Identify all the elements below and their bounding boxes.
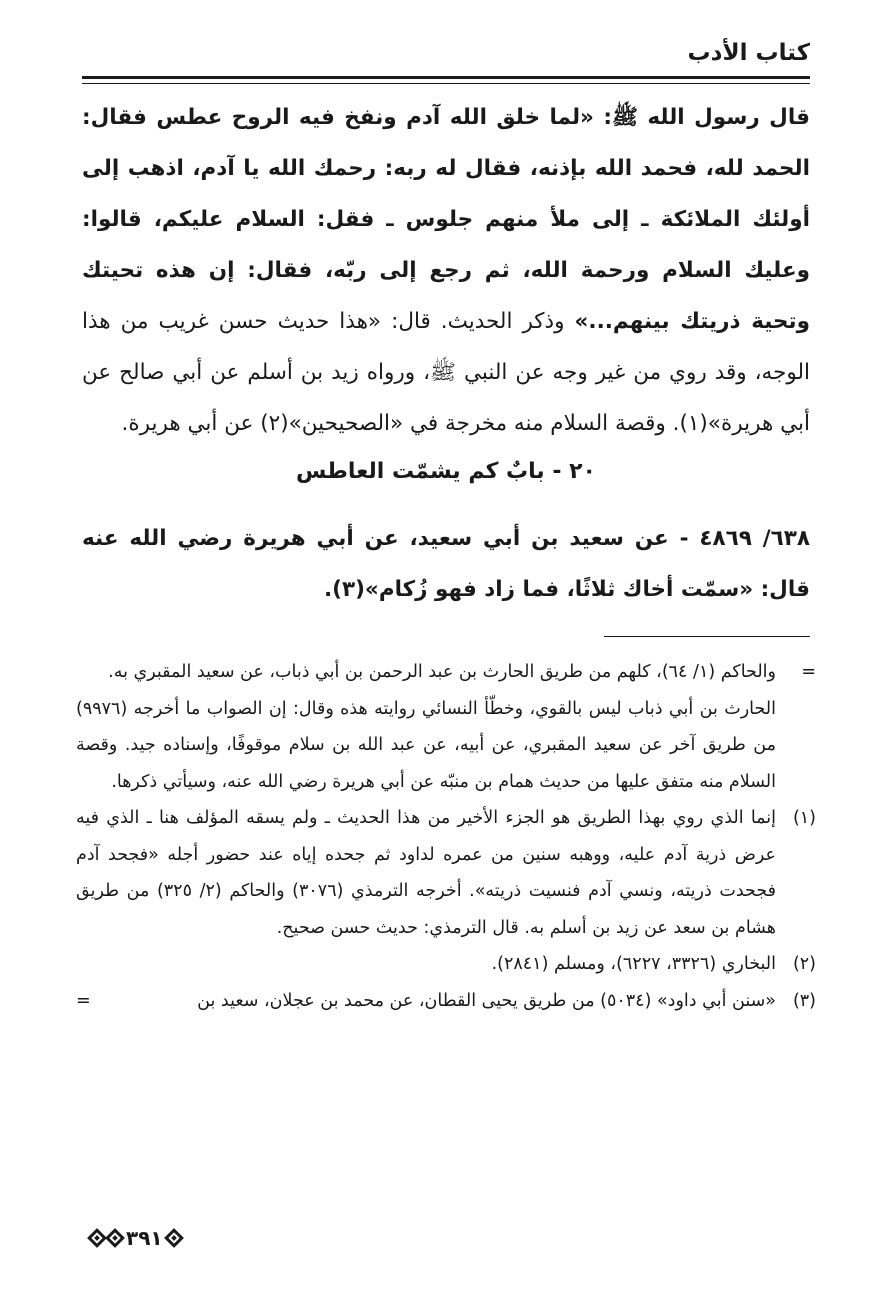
footnotes: [76, 654, 816, 1019]
footnote-separator: [604, 636, 810, 637]
footnote-2: [76, 946, 816, 983]
footnote-text: إنما الذي روي بهذا الطريق هو الجزء الأخير من هذا الحديث ـ ولم يسقه المؤلف هنا ـ الذي فيه عرض ذرية آدم عليه، ووهبه سنين من عمره لداود ثم جحده إياه عند حضور أجله «فجحد آدم فجحدت ذريته، ونسي آدم فنسيت ذريته». أخرجه الترمذي (٣٠٧٦) والحاكم (٢/ ٣٢٥) من طريق هشام بن سعد عن زيد بن أسلم به. قال الترمذي: حديث حسن صحيح.: [76, 808, 776, 938]
footnote-text: الحارث بن أبي ذباب ليس بالقوي، وخطّأ النسائي روايته هذه وقال: إن الصواب ما أخرجه (٩٩٧٦) من طريق آخر عن سعيد المقبري، عن أبيه، عن عبد الله بن سلام موقوفًا، وإسناده جيد. وقصة السلام منه متفق عليها من حديث همام بن منبّه عن أبي هريرة رضي الله عنه، وسيأتي ذكرها.: [76, 698, 776, 792]
page-number: ٣٩١: [126, 1226, 163, 1250]
hadith-block: [82, 513, 810, 615]
footnote-3: [76, 983, 816, 1020]
footnote-text: «سنن أبي داود» (٥٠٣٤) من طريق يحيى القطان، عن محمد بن عجلان، سعيد بن: [197, 990, 776, 1011]
continuation-mark: =: [801, 662, 816, 682]
commentary-text: وذكر الحديث. قال: «هذا حديث حسن غريب من هذا الوجه، وقد روي من غير وجه عن النبي ﷺ، ورواه زيد بن أسلم عن أبي صالح عن أبي هريرة»(١). وقصة السلام منه مخرجة في «الصحيحين»(٢) عن أبي هريرة.: [82, 309, 810, 436]
footnote-text: البخاري (٣٣٢٦، ٦٢٢٧)، ومسلم (٢٨٤١).: [491, 954, 776, 974]
header-rule-thin: [82, 83, 810, 84]
footnote-marker: (١): [792, 808, 816, 828]
ornament-icon: [164, 1228, 184, 1248]
chapter-title: ٢٠ - بابٌ كم يشمّت العاطس: [296, 459, 596, 484]
hadith-text: - عن سعيد بن أبي سعيد، عن أبي هريرة رضي الله عنه قال: «سمّت أخاك ثلاثًا، فما زاد فهو زُكام»(٣).: [82, 526, 810, 602]
ornament-icon: [87, 1228, 107, 1248]
footnote-1: [76, 800, 816, 946]
main-text: [82, 92, 810, 449]
page-number-box: [90, 1226, 181, 1250]
header-rule-thick: [82, 76, 810, 79]
hadith-quote: قال رسول الله ﷺ: «لما خلق الله آدم ونفخ فيه الروح عطس فقال: الحمد لله، فحمد الله بإذنه، فقال له ربه: رحمك الله يا آدم، اذهب إلى أولئك الملائكة ـ إلى ملأ منهم جلوس ـ فقل: السلام عليكم، قالوا: وعليك السلام ورحمة الله، ثم رجع إلى ربّه، فقال: إن هذه تحيتك وتحية ذريتك بينهم...»: [82, 105, 810, 334]
footnote-continuation: [76, 654, 816, 800]
continuation-mark: =: [76, 990, 91, 1011]
hadith-number: ٦٣٨/ ٤٨٦٩: [699, 526, 810, 551]
running-head: كتاب الأدب: [687, 40, 810, 66]
footnote-marker: (٣): [792, 990, 816, 1011]
main-paragraph: [82, 92, 810, 449]
footnote-text: والحاكم (١/ ٦٤)، كلهم من طريق الحارث بن عبد الرحمن بن أبي ذباب، عن سعيد المقبري به.: [108, 662, 776, 682]
ornament-icon: [105, 1228, 125, 1248]
footnote-marker: (٢): [792, 954, 816, 974]
